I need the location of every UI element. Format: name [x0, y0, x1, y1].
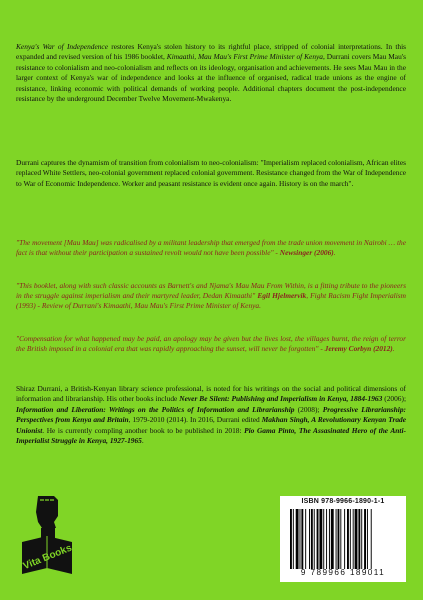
bio-text: Shiraz Durrani, a British-Kenyan library science professional, is noted for his writings on the social and political dimensions of information and librarianship. His other books include: [16, 384, 406, 404]
barcode-bar: [355, 509, 358, 569]
barcode-bar: [293, 509, 294, 569]
barcode-bar: [300, 509, 301, 569]
vita-books-logo: [16, 490, 78, 580]
barcode-bar: [296, 509, 299, 569]
barcode-bar: [323, 509, 324, 569]
title-italic: Kenya's War of Independence: [16, 42, 108, 51]
quote-tail: .: [333, 248, 336, 258]
bio-text: (2006);: [382, 394, 407, 404]
barcode-bar: [314, 509, 315, 569]
quote-text: "The movement [Mau Mau] was radicalised by a militant leadership that emerged from the trade union movement in Nairobi … the fact is that without their participation a sustained revolt would not have been possible" -: [16, 238, 406, 258]
barcode-bar: [361, 509, 362, 569]
isbn-label: ISBN 978-9966-1890-1-1: [301, 498, 385, 505]
barcode-bar: [336, 509, 337, 569]
barcode-bar: [364, 509, 366, 569]
review-quote: [16, 238, 406, 258]
booklet-title: Kimaathi, Mau Mau's First Prime Minister of Kenya: [166, 52, 323, 62]
review-quote: [16, 281, 406, 312]
barcode-bar: [290, 509, 292, 569]
description-paragraph: [16, 42, 406, 104]
isbn-barcode: [280, 496, 406, 582]
barcode-bar: [319, 509, 322, 569]
barcode-bar: [301, 509, 303, 569]
quote-text: "This booklet, along with such classic accounts as Barnett's and Njama's Mau Mau From Within, is a fitting tribute to the pioneers in the struggle against imperialism and their martyred leader, Dedan Kimaathi": [16, 281, 406, 301]
book-title: Progressive Librarianship: Perspectives from Kenya and Britain: [16, 404, 407, 425]
bio-text: . He is currently compling another book to be published in 2018:: [42, 425, 245, 435]
barcode-bar: [344, 509, 345, 569]
bio-text: (2008);: [294, 404, 323, 414]
book-title: Makhan Singh, A Revolutionary Kenyan Trade Unionist: [16, 415, 406, 435]
author-bio: [16, 384, 406, 446]
quote-author: Jeremy Corbyn (2012): [324, 344, 393, 354]
barcode-icon: [290, 509, 398, 569]
barcode-bar: [331, 509, 334, 569]
description-text-cont: , Durrani covers Mau Mau's resistance to colonialism and neo-colonialism and reflects on its ideology, organisation and achievements. He sees Mau Mau in the larger context of Kenya's war of independence and looks at the influence of organised, radical trade unions as the engine of resistance, linking economic with political demands of working people. Additional chapters document the post-independence resistance by the underground December Twelve Movement-Mwakenya.: [16, 52, 406, 104]
book-title: Never Be Silent: Publishing and Imperialism in Kenya, 1884-1963: [179, 394, 383, 404]
barcode-bar: [317, 509, 319, 569]
quote-tail: , Fight Racism Fight Imperialism (1993) - Review of Durrani's Kimaathi, Mau Mau's First Prime Minister of Kenya.: [16, 291, 406, 311]
summary-paragraph: Durrani captures the dynamism of transition from colonialism to neo-colonialism: "Imperialism replaced colonialism, African elites replaced White Settlers, neo-colonial government replaced colonial government. Resistance changed from the War of Independence to War of Economic Independence. Worker and peasant resistance is evident once again. History is on the march".: [16, 158, 406, 188]
isbn-number: 9 789966 189011: [300, 568, 386, 577]
quote-text: "Compensation for what happened may be paid, an apology may be given but the lives lost, the villages burnt, the reign of terror the British imposed in a colonial era that was rapidly approaching the sunset, will never be forgotten" -: [16, 334, 406, 354]
barcode-bar: [311, 509, 313, 569]
barcode-bar: [350, 509, 351, 569]
barcode-bar: [338, 509, 340, 569]
barcode-bar: [329, 509, 330, 569]
barcode-bar: [353, 509, 354, 569]
book-title: Information and Liberation: Writings on the Politics of Information and Librarianship: [16, 404, 295, 414]
quote-author: Newsinger (2006): [279, 248, 334, 258]
barcode-bar: [309, 509, 310, 569]
book-title: Pio Gama Pinto, The Assasinated Hero of the Anti-Imperialist Struggle in Kenya, 1927-1965: [16, 425, 406, 446]
barcode-bar: [326, 509, 327, 569]
barcode-bar: [371, 509, 372, 569]
review-quote: [16, 334, 406, 354]
barcode-bar: [347, 509, 349, 569]
barcode-bar: [340, 509, 341, 569]
bio-text: .: [141, 436, 144, 446]
barcode-bar: [367, 509, 368, 569]
quote-tail: .: [392, 344, 395, 354]
barcode-bar: [358, 509, 360, 569]
fist-logo-icon: [16, 490, 78, 580]
quote-author: Egil Hjelmervik: [257, 291, 307, 301]
barcode-bar: [305, 509, 306, 569]
description-text: restores Kenya's stolen history to its rightful place, stripped of colonial interpretations. In this expanded and revised version of his 1986 booklet,: [16, 42, 406, 62]
logo-text: Vita Books: [21, 542, 74, 573]
bio-text: , 1979-2010 (2014). In 2016, Durrani edited: [128, 415, 262, 425]
